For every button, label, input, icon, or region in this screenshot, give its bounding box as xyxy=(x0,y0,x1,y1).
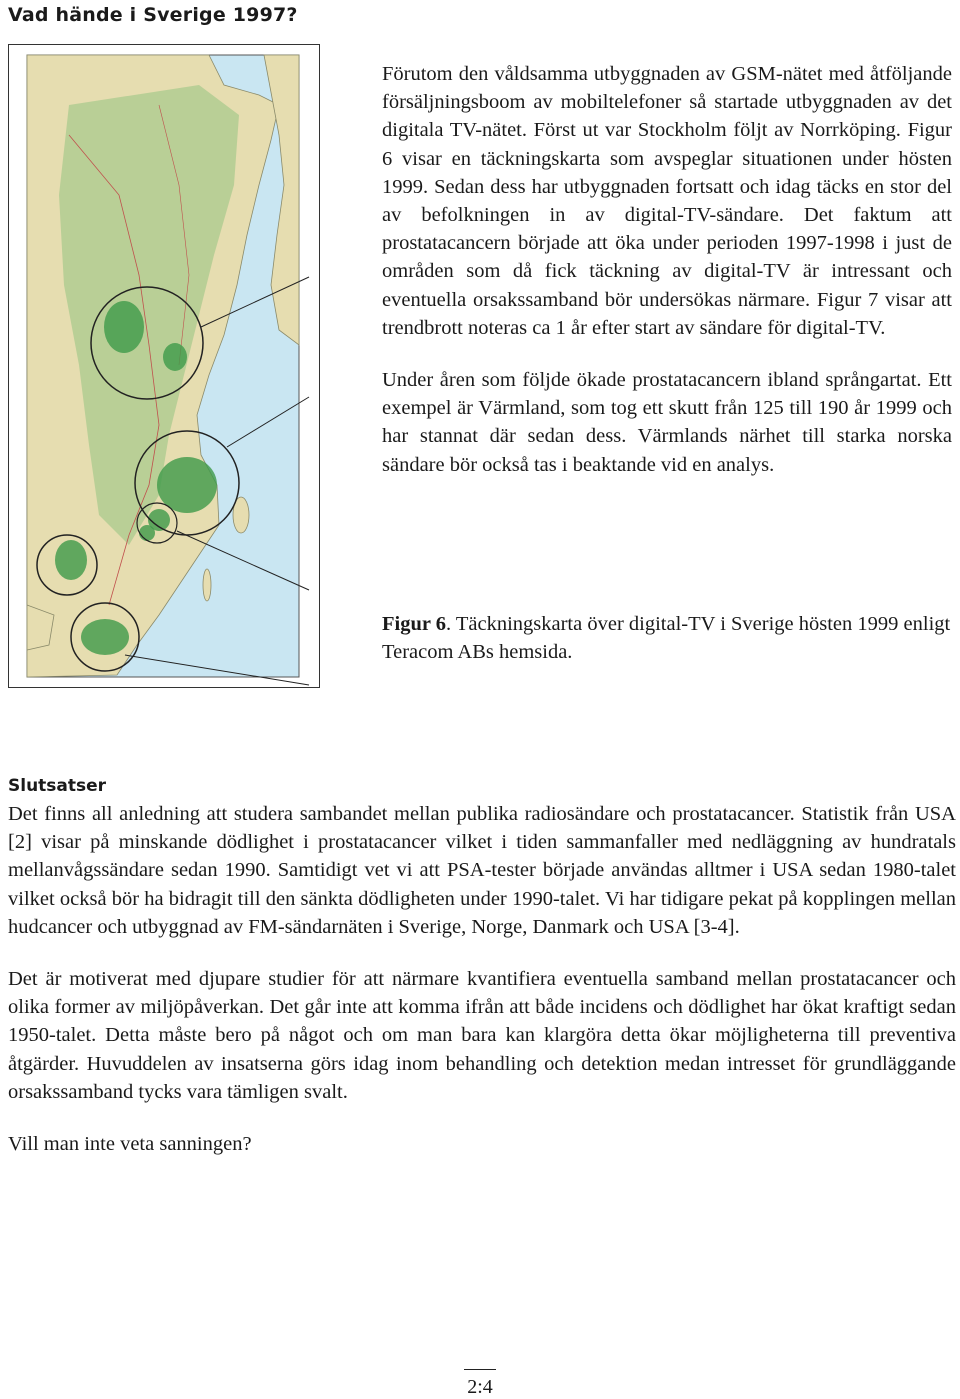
intro-text xyxy=(382,60,952,503)
section-heading: Slutsatser xyxy=(8,776,107,796)
coverage-area-north xyxy=(104,301,144,353)
figure-label: Figur 6 xyxy=(382,613,446,635)
page-number: 2:4 xyxy=(467,1376,493,1398)
intro-paragraph-1: Förutom den våldsamma utbyggnaden av GSM-nätet med åtföljande försäljningsboom av mobiltelefoner så startade utbyggnaden av det digitala TV-nätet. Först ut var Stockholm följt av Norrköping. Figur 6 visar en täckningskarta som avspeglar situationen under hösten 1999. Sedan dess har utbyggnaden fortsatt och idag täcks en stor del av befolkningen in av digital-TV-sändare. Det faktum att prostatacancern började att öka under perioden 1997-1998 i just de områden som då fick täckning av digital-TV är intressant och eventuella orsakssamband bör undersökas närmare. Figur 7 visar att trendbrott noteras ca 1 år efter start av sändare för digital-TV. xyxy=(382,63,952,339)
coverage-map xyxy=(9,45,319,687)
page-heading: Vad hände i Sverige 1997? xyxy=(8,4,298,26)
conclusions-paragraph-1: Det finns all anledning att studera sambandet mellan publika radiosändare och prostatacancer. Statistik från USA [2] visar på minskande dödlighet i prostatacancer vilket i tiden sammanfaller med nedläggning av hundratals mellanvågssändare sedan 1990. Samtidigt vet vi att PSA-tester började användas alltmer i USA sedan 1980-talet vilket också bör ha bidragit till den sänkta dödligheten under 1990-talet. Vi har tidigare pekat på kopplingen mellan hudcancer och utbyggnad av FM-sändarnäten i Sverige, Norge, Danmark och USA [3-4]. xyxy=(8,803,956,938)
footer-divider xyxy=(464,1369,496,1370)
coverage-area-north xyxy=(163,343,187,371)
map-oland xyxy=(203,569,211,601)
conclusions-paragraph-3: Vill man inte veta sanningen? xyxy=(8,1133,252,1156)
coverage-area-gothenburg xyxy=(55,540,87,580)
coverage-map-figure xyxy=(8,44,320,688)
figure-caption-text: . Täckningskarta över digital-TV i Sverige hösten 1999 enligt Teracom ABs hemsida. xyxy=(382,613,951,664)
conclusions-text xyxy=(8,800,956,1182)
coverage-area xyxy=(139,525,155,541)
conclusions-paragraph-2: Det är motiverat med djupare studier för att närmare kvantifiera eventuella samband mellan prostatacancer och olika former av miljöpåverkan. Det går inte att komma ifrån att både incidens och dödlighet har ökat kraftigt sedan 1950-talet. Detta måste bero på något och om man bara kan klargöra detta ökar möjligheterna till preventiva åtgärder. Huvuddelen av insatserna görs idag inom behandling och detektion medan intresset för grundläggande orsakssamband tycks vara tämligen svalt. xyxy=(8,968,956,1103)
intro-paragraph-2: Under åren som följde ökade prostatacancern ibland språngartat. Ett exempel är Värmland, som tog ett skutt från 125 till 190 år 1999 och har stannat där sedan dess. Värmlands närhet till starka norska sändare bör också tas i beaktande vid en analys. xyxy=(382,369,952,476)
figure-caption xyxy=(382,610,952,666)
coverage-area-malmo xyxy=(81,619,129,655)
